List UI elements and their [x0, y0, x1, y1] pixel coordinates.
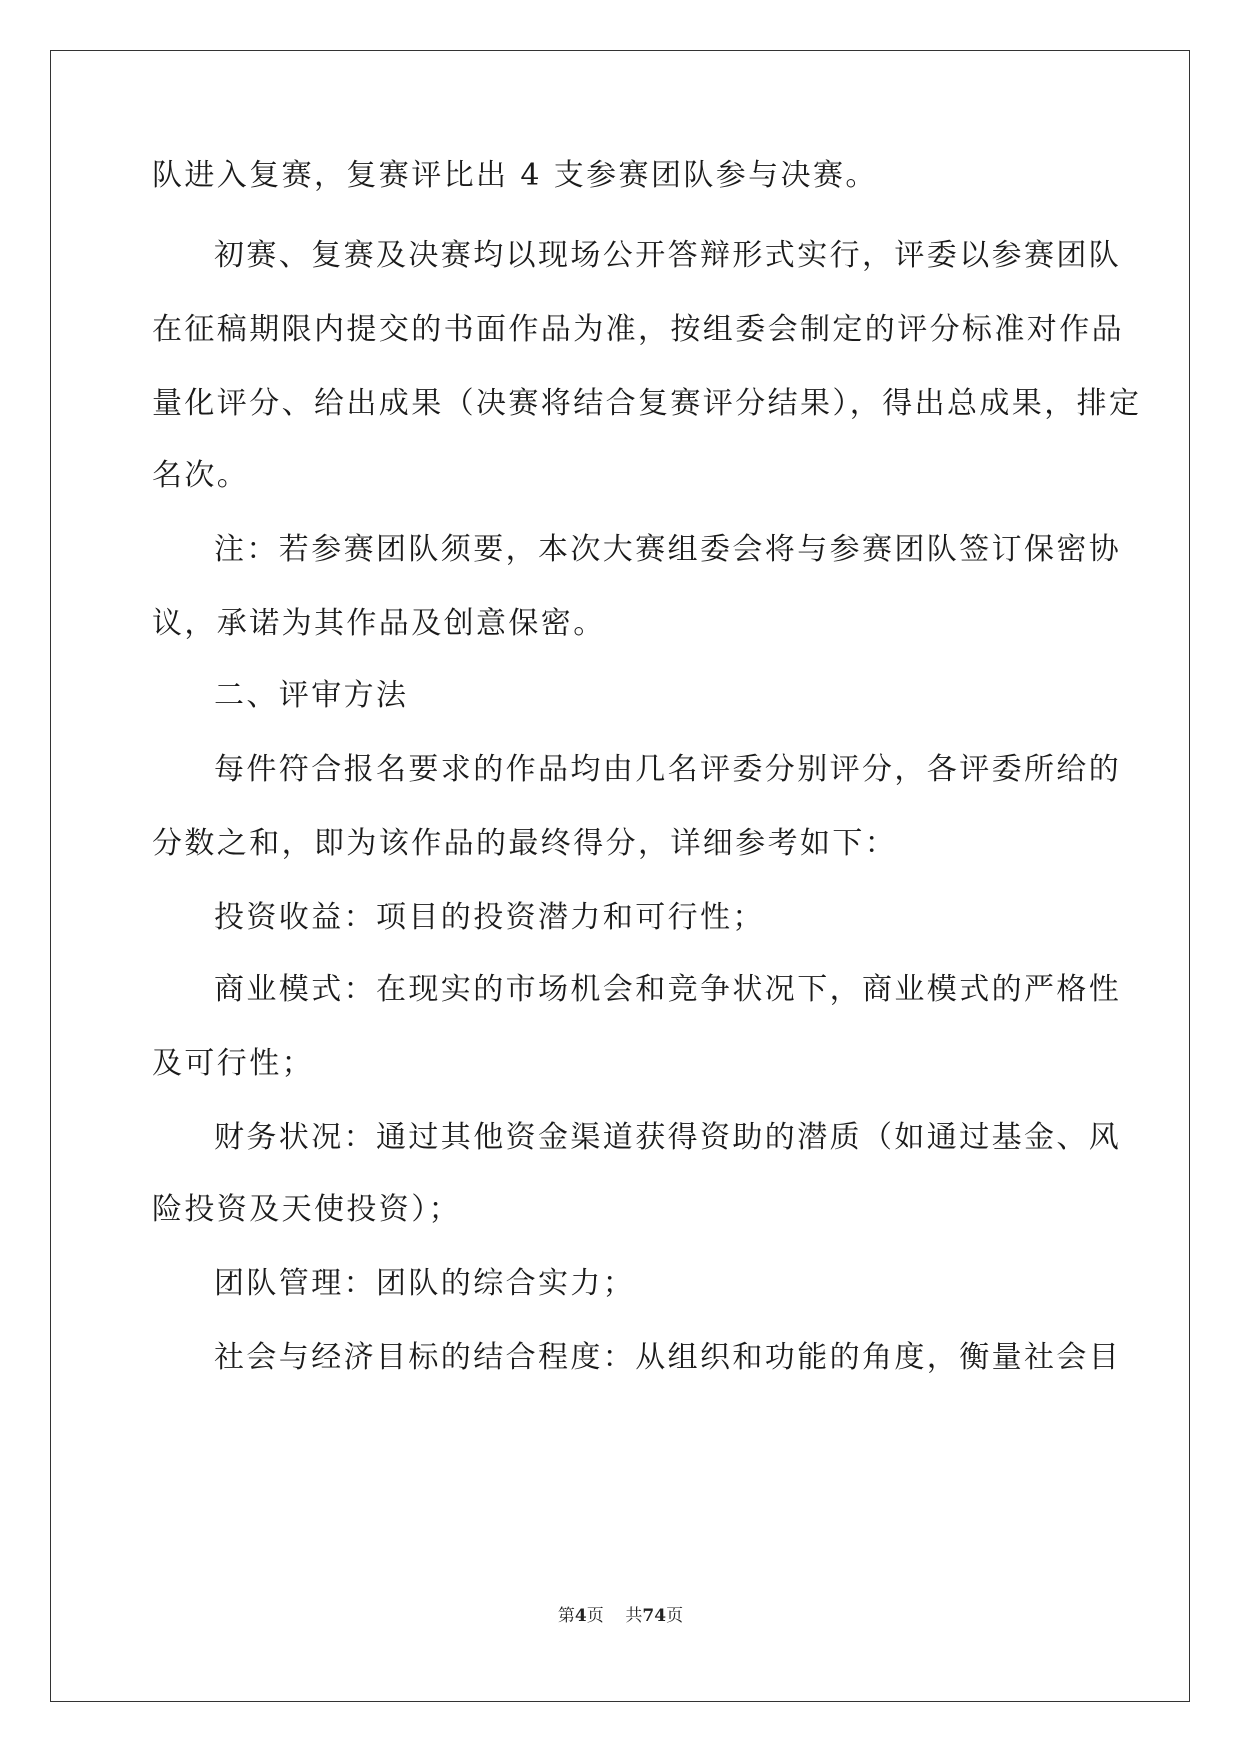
- text-line: 在征稿期限内提交的书面作品为准，按组委会制定的评分标准对作品: [152, 312, 1124, 347]
- section-heading: 二、评审方法: [214, 678, 409, 713]
- text-line: 注：若参赛团队须要，本次大赛组委会将与参赛团队签订保密协: [214, 532, 1122, 567]
- text-line: 社会与经济目标的结合程度：从组织和功能的角度，衡量社会目: [214, 1340, 1122, 1375]
- text-line: 初赛、复赛及决赛均以现场公开答辩形式实行，评委以参赛团队: [214, 238, 1122, 273]
- text-line: 每件符合报名要求的作品均由几名评委分别评分，各评委所给的: [214, 752, 1122, 787]
- total-suffix: 页: [666, 1606, 684, 1626]
- text-line: 名次。: [152, 458, 250, 493]
- text-line: 分数之和，即为该作品的最终得分，详细参考如下：: [152, 826, 898, 861]
- page-prefix: 第: [557, 1606, 575, 1626]
- total-prefix: 共: [625, 1606, 643, 1626]
- page-number: 4: [574, 1606, 587, 1626]
- text-line: 险投资及天使投资）；: [152, 1192, 461, 1227]
- total-pages: 74: [642, 1606, 667, 1626]
- text-line: 量化评分、给出成果（决赛将结合复赛评分结果），得出总成果，排定: [152, 386, 1142, 421]
- text-line: 及可行性；: [152, 1046, 314, 1081]
- text-line: 财务状况：通过其他资金渠道获得资助的潜质（如通过基金、风: [214, 1120, 1122, 1155]
- text-line: 商业模式：在现实的市场机会和竞争状况下，商业模式的严格性: [214, 972, 1122, 1007]
- text-line: 议，承诺为其作品及创意保密。: [152, 606, 606, 641]
- text-line: 队进入复赛，复赛评比出 4 支参赛团队参与决赛。: [152, 158, 878, 193]
- page-border: [50, 50, 1190, 1702]
- text-line: 投资收益：项目的投资潜力和可行性；: [214, 900, 765, 935]
- page-suffix: 页: [586, 1606, 604, 1626]
- page-footer: [0, 1604, 1241, 1628]
- text-line: 团队管理：团队的综合实力；: [214, 1266, 636, 1301]
